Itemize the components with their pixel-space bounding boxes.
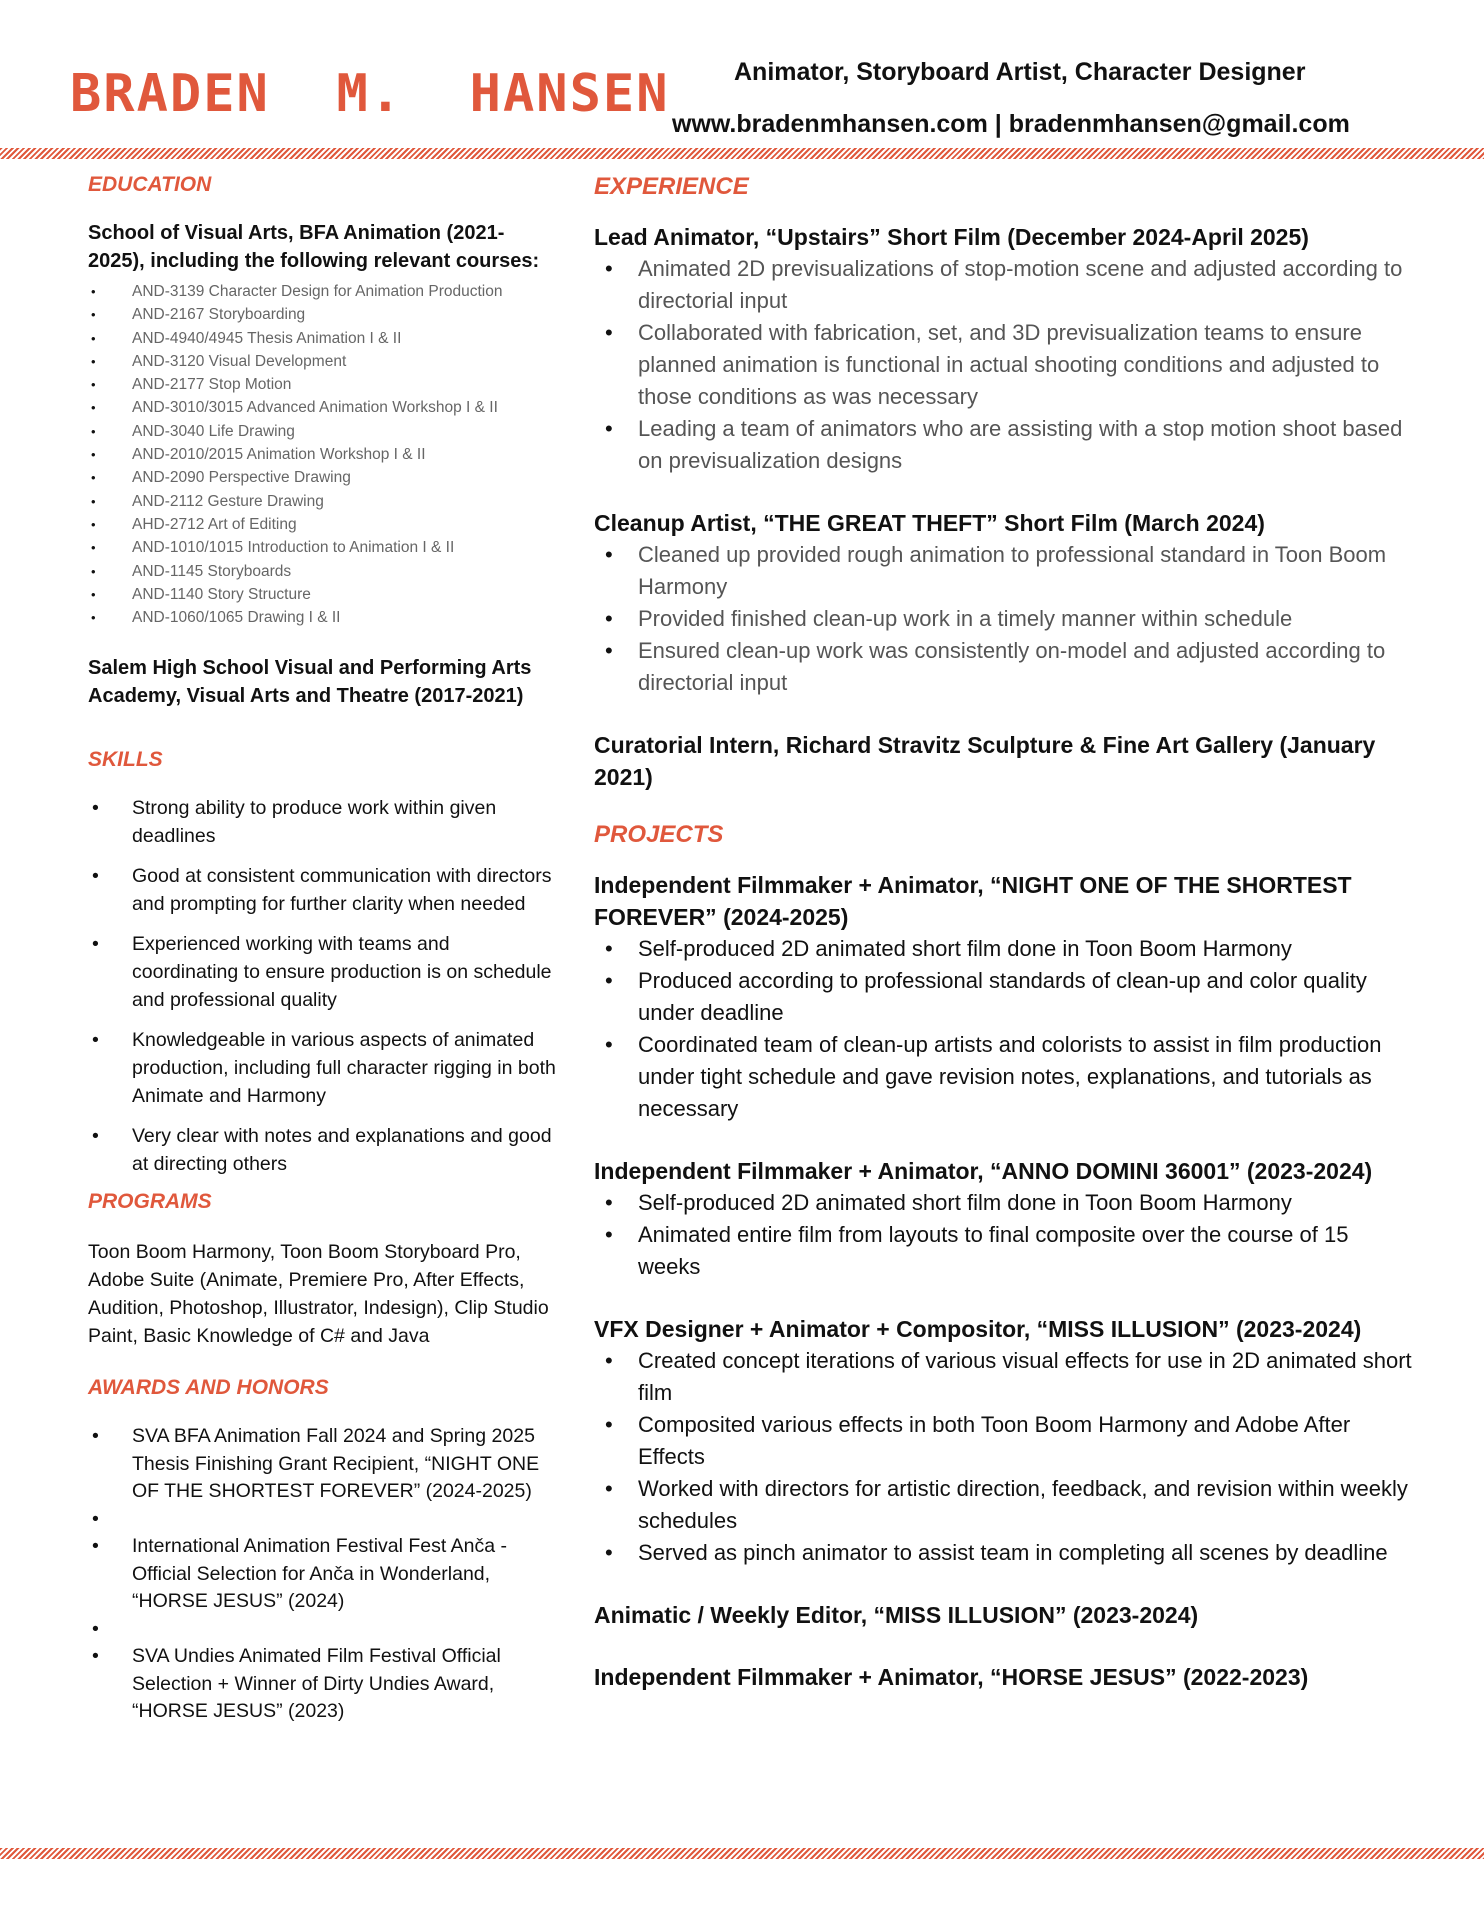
award-item: • International Animation Festival Fest Anča - Official Selection for Anča in Wonderland, “HORSE JESUS” (2024) <box>88 1533 558 1616</box>
entry-bullet: • Animated 2D previsualizations of stop-motion scene and adjusted according to directorial input <box>594 253 1414 317</box>
awards-section <box>88 1376 558 1726</box>
entry-bullet: • Worked with directors for artistic direction, feedback, and revision within weekly schedules <box>594 1473 1414 1537</box>
entry-title: Cleanup Artist, “THE GREAT THEFT” Short Film (March 2024) <box>594 510 1265 536</box>
course-item: • AND-3010/3015 Advanced Animation Workshop I & II <box>88 396 558 419</box>
section-title-awards: AWARDS AND HONORS <box>88 1376 329 1400</box>
entry-title: Curatorial Intern, Richard Stravitz Sculpture & Fine Art Gallery (January 2021) <box>594 732 1376 790</box>
programs-section <box>88 1190 558 1350</box>
entry-bullet: • Cleaned up provided rough animation to professional standard in Toon Boom Harmony <box>594 539 1414 603</box>
projects-section <box>594 821 1414 1693</box>
entry-bullet: • Provided finished clean-up work in a timely manner within schedule <box>594 603 1414 635</box>
skill-item: • Experienced working with teams and coordinating to ensure production is on schedule and professional quality <box>88 930 558 1014</box>
section-title-programs: PROGRAMS <box>88 1190 212 1214</box>
top-divider <box>0 148 1484 159</box>
education-section <box>88 173 558 710</box>
course-item: • AND-3040 Life Drawing <box>88 420 558 443</box>
course-item: • AND-3139 Character Design for Animation Production <box>88 280 558 303</box>
course-item: • AND-1060/1065 Drawing I & II <box>88 606 558 629</box>
course-item: • AND-4940/4945 Thesis Animation I & II <box>88 327 558 350</box>
entry-title: Animatic / Weekly Editor, “MISS ILLUSION” (2023-2024) <box>594 1602 1199 1628</box>
entry-bullet: • Produced according to professional standards of clean-up and color quality under deadline <box>594 965 1414 1029</box>
award-item <box>88 1616 558 1644</box>
entry-bullets <box>594 1187 1414 1283</box>
skills-list <box>88 794 558 1178</box>
course-item: • AND-1010/1015 Introduction to Animation I & II <box>88 536 558 559</box>
course-item: • AND-3120 Visual Development <box>88 350 558 373</box>
course-item: • AND-2177 Stop Motion <box>88 373 558 396</box>
right-column <box>594 162 1414 1693</box>
section-title-projects: PROJECTS <box>594 821 724 848</box>
programs-text: Toon Boom Harmony, Toon Boom Storyboard Pro, Adobe Suite (Animate, Premiere Pro, After Effects, Audition, Photoshop, Illustrator, Indesign), Clip Studio Paint, Basic Knowledge of C# and Java <box>88 1241 549 1348</box>
project-entry <box>594 1599 1414 1631</box>
entry-bullet: • Animated entire film from layouts to final composite over the course of 15 weeks <box>594 1219 1414 1283</box>
project-entry <box>594 869 1414 1125</box>
skill-item: • Strong ability to produce work within given deadlines <box>88 794 558 850</box>
experience-entry <box>594 507 1414 699</box>
section-title-skills: SKILLS <box>88 748 163 772</box>
entry-bullets <box>594 253 1414 477</box>
course-item: • AND-2112 Gesture Drawing <box>88 490 558 513</box>
entry-title: Independent Filmmaker + Animator, “ANNO DOMINI 36001” (2023-2024) <box>594 1158 1373 1184</box>
entry-bullet: • Coordinated team of clean-up artists and colorists to assist in film production under tight schedule and gave revision notes, explanations, and tutorials as necessary <box>594 1029 1414 1125</box>
award-item: • SVA Undies Animated Film Festival Official Selection + Winner of Dirty Undies Award, “HORSE JESUS” (2023) <box>88 1643 558 1726</box>
award-item: • SVA BFA Animation Fall 2024 and Spring 2025 Thesis Finishing Grant Recipient, “NIGHT ONE OF THE SHORTEST FOREVER” (2024-2025) <box>88 1423 558 1506</box>
entry-title: Independent Filmmaker + Animator, “HORSE JESUS” (2022-2023) <box>594 1664 1309 1690</box>
course-item: • AND-1145 Storyboards <box>88 560 558 583</box>
section-title-education: EDUCATION <box>88 173 212 196</box>
section-title-experience: EXPERIENCE <box>594 173 749 200</box>
experience-section <box>594 173 1414 793</box>
entry-bullet: • Leading a team of animators who are assisting with a stop motion shoot based on previsualization designs <box>594 413 1414 477</box>
project-entry <box>594 1155 1414 1283</box>
entry-bullet: • Ensured clean-up work was consistently on-model and adjusted according to directorial input <box>594 635 1414 699</box>
entry-bullet: • Served as pinch animator to assist team in completing all scenes by deadline <box>594 1537 1414 1569</box>
experience-entry <box>594 221 1414 477</box>
skills-section <box>88 748 558 1178</box>
entry-bullets <box>594 933 1414 1125</box>
skill-item: • Knowledgeable in various aspects of animated production, including full character rigging in both Animate and Harmony <box>88 1026 558 1110</box>
course-item: • AND-2010/2015 Animation Workshop I & II <box>88 443 558 466</box>
project-entry <box>594 1313 1414 1569</box>
education-school-salem: Salem High School Visual and Performing Arts Academy, Visual Arts and Theatre (2017-2021) <box>88 657 532 708</box>
contact-info: www.bradenmhansen.com | bradenmhansen@gmail.com <box>672 110 1350 138</box>
entry-bullet: • Self-produced 2D animated short film done in Toon Boom Harmony <box>594 933 1414 965</box>
course-item: • AND-2090 Perspective Drawing <box>88 466 558 489</box>
awards-list <box>88 1423 558 1726</box>
resume-tagline: Animator, Storyboard Artist, Character Designer <box>734 58 1306 86</box>
course-item: • AHD-2712 Art of Editing <box>88 513 558 536</box>
entry-title: Lead Animator, “Upstairs” Short Film (December 2024-April 2025) <box>594 224 1309 250</box>
education-school-sva: School of Visual Arts, BFA Animation (2021-2025), including the following relevant courses: <box>88 222 540 272</box>
course-list <box>88 280 558 629</box>
course-item: • AND-1140 Story Structure <box>88 583 558 606</box>
entry-bullets <box>594 1345 1414 1569</box>
entry-bullet: • Created concept iterations of various visual effects for use in 2D animated short film <box>594 1345 1414 1409</box>
left-column <box>88 162 558 1726</box>
award-item <box>88 1506 558 1534</box>
skill-item: • Very clear with notes and explanations and good at directing others <box>88 1122 558 1178</box>
bottom-divider <box>0 1848 1484 1859</box>
entry-bullets <box>594 539 1414 699</box>
entry-title: VFX Designer + Animator + Compositor, “MISS ILLUSION” (2023-2024) <box>594 1316 1362 1342</box>
course-item: • AND-2167 Storyboarding <box>88 303 558 326</box>
entry-bullet: • Collaborated with fabrication, set, and 3D previsualization teams to ensure planned animation is functional in actual shooting conditions and adjusted to those conditions as was necessary <box>594 317 1414 413</box>
entry-title: Independent Filmmaker + Animator, “NIGHT ONE OF THE SHORTEST FOREVER” (2024-2025) <box>594 872 1352 930</box>
project-entry <box>594 1661 1414 1693</box>
experience-entry <box>594 729 1414 793</box>
skill-item: • Good at consistent communication with directors and prompting for further clarity when needed <box>88 862 558 918</box>
resume-name: BRADEN M. HANSEN <box>70 64 670 124</box>
entry-bullet: • Self-produced 2D animated short film done in Toon Boom Harmony <box>594 1187 1414 1219</box>
entry-bullet: • Composited various effects in both Toon Boom Harmony and Adobe After Effects <box>594 1409 1414 1473</box>
